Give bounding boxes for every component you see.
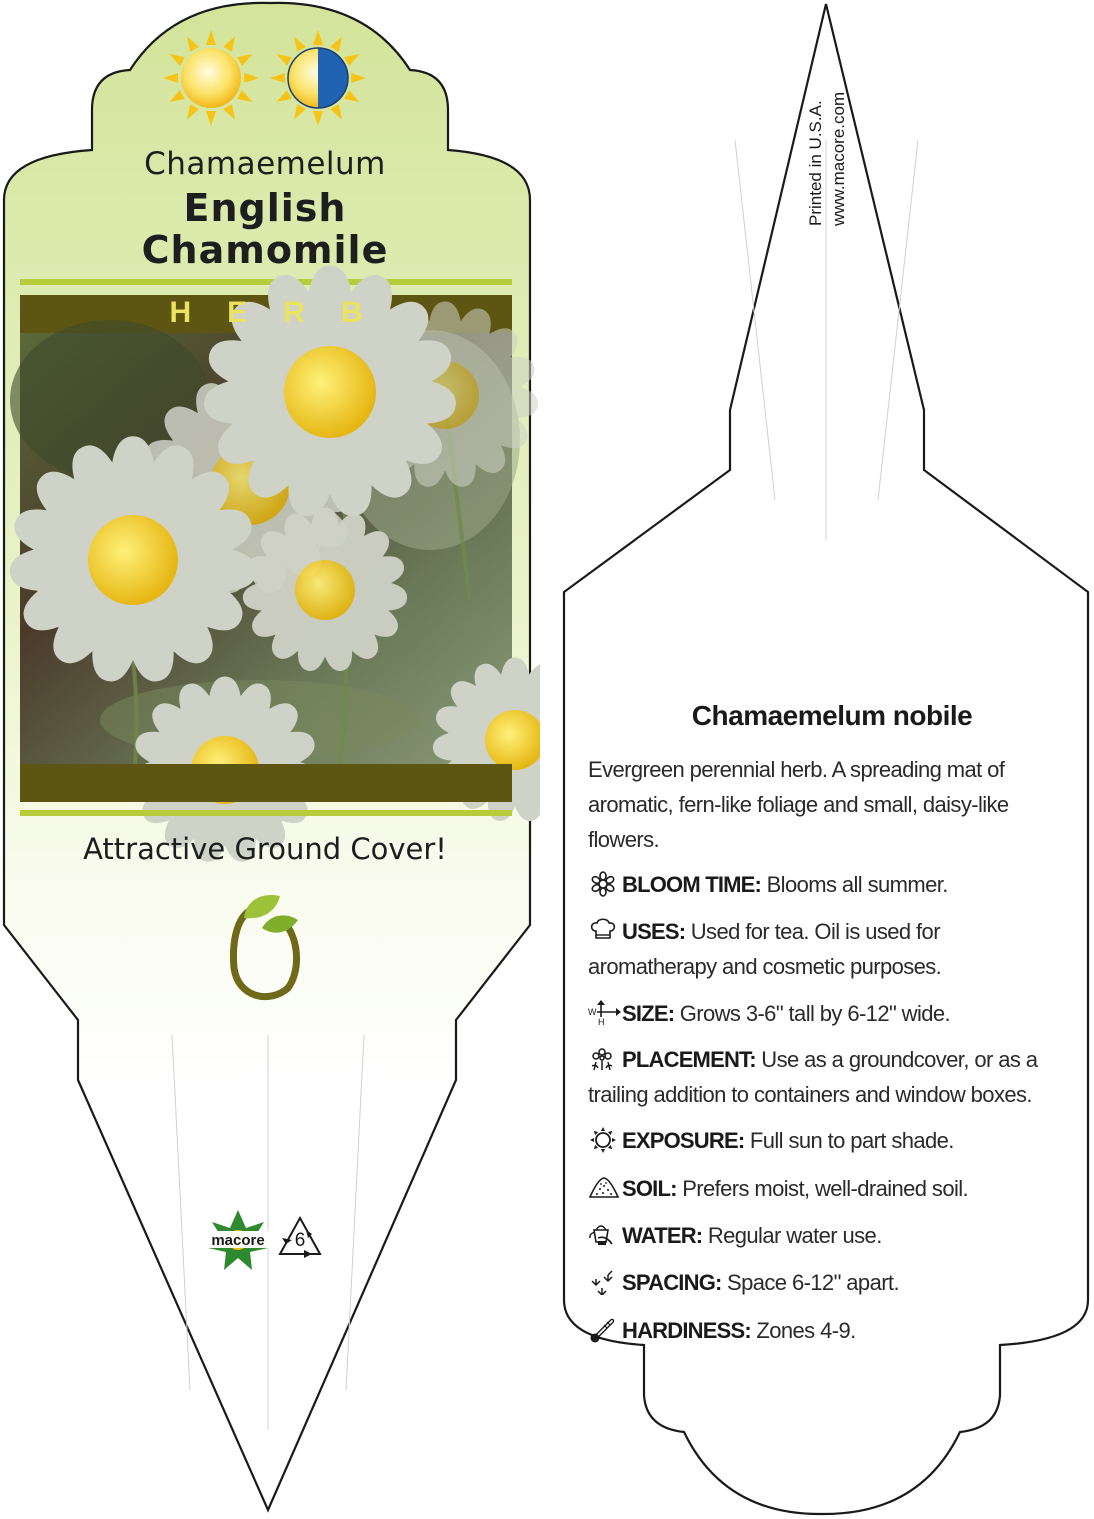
flower-icon <box>588 871 622 897</box>
attribute-label: WATER: <box>622 1223 703 1248</box>
plant-description: Evergreen perennial herb. A spreading mat of aromatic, fern-like foliage and small, daisy-like flowers. <box>588 757 1009 852</box>
attribute-placement <box>588 1042 1068 1112</box>
watering-can-icon <box>588 1222 622 1248</box>
width-letter: W <box>588 1007 596 1017</box>
attribute-label: USES: <box>622 919 686 944</box>
printed-in-usa: Printed in U.S.A. <box>806 100 825 226</box>
attribute-label: HARDINESS: <box>622 1318 751 1343</box>
placement-icon <box>588 1046 622 1072</box>
chamomile-photo <box>10 279 540 853</box>
website-url: www.macore.com <box>829 91 848 226</box>
attribute-hardiness <box>588 1313 1068 1348</box>
attribute-value: Space 6-12" apart. <box>727 1270 899 1295</box>
attribute-label: SOIL: <box>622 1176 677 1201</box>
attribute-value: Blooms all summer. <box>766 872 948 897</box>
attribute-label: SPACING: <box>622 1270 722 1295</box>
attribute-value: Use as a groundcover, or as a trailing addition to containers and window boxes. <box>588 1047 1038 1107</box>
attribute-bloom-time <box>588 867 1068 902</box>
spacing-icon <box>588 1269 622 1295</box>
attribute-value: Used for tea. Oil is used for aromatherapy and cosmetic purposes. <box>588 919 942 979</box>
attribute-value: Zones 4-9. <box>756 1318 856 1343</box>
chef-hat-icon <box>588 918 622 944</box>
attribute-value: Grows 3-6" tall by 6-12" wide. <box>679 1001 951 1026</box>
soil-icon <box>588 1175 622 1201</box>
attribute-label: BLOOM TIME: <box>622 872 762 897</box>
attribute-soil <box>588 1171 1068 1206</box>
category-label: HERB <box>169 296 399 329</box>
sun-outline-icon <box>588 1127 622 1153</box>
attribute-label: PLACEMENT: <box>622 1047 756 1072</box>
attribute-size <box>588 996 1068 1031</box>
scientific-name: Chamaemelum nobile <box>691 700 973 731</box>
genus-name: Chamaemelum <box>144 146 386 182</box>
height-letter: H <box>598 1017 604 1026</box>
macore-logo-text: macore <box>211 1232 265 1249</box>
common-name-line1: English <box>183 186 347 230</box>
thermometer-icon <box>588 1317 622 1343</box>
attribute-value: Regular water use. <box>707 1223 882 1248</box>
attribute-value: Full sun to part shade. <box>749 1128 954 1153</box>
dimensions-icon <box>588 1000 622 1026</box>
tagline: Attractive Ground Cover! <box>83 832 447 866</box>
attribute-label: EXPOSURE: <box>622 1128 745 1153</box>
attribute-water <box>588 1218 1068 1253</box>
attribute-uses <box>588 914 1068 984</box>
attribute-exposure <box>588 1123 1068 1158</box>
recycle-number: 6 <box>294 1230 306 1251</box>
attribute-value: Prefers moist, well-drained soil. <box>682 1176 969 1201</box>
common-name-line2: Chamomile <box>141 228 389 272</box>
attribute-spacing <box>588 1265 1068 1300</box>
attribute-label: SIZE: <box>622 1001 675 1026</box>
